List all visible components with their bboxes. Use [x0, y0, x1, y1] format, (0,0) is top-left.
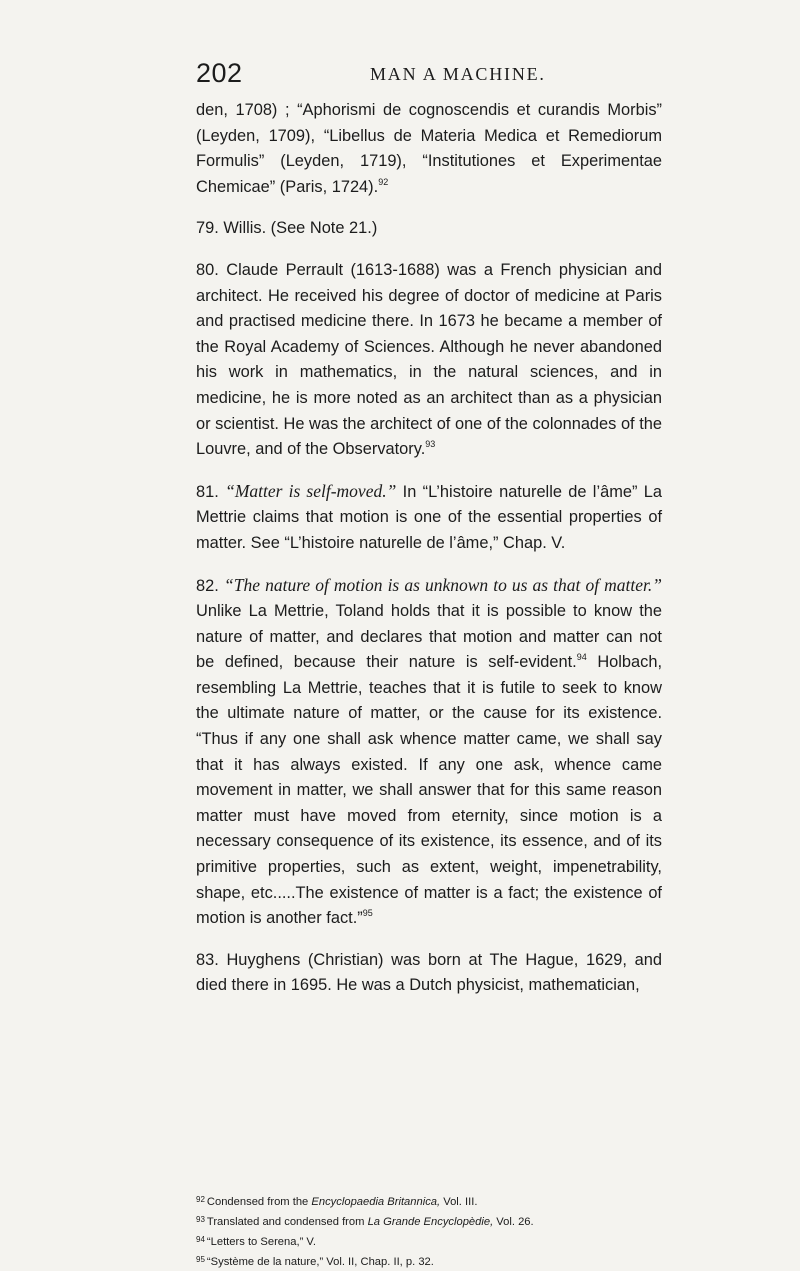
- note-79: [196, 216, 662, 242]
- paragraph-text: 80. Claude Perrault (1613-1688) was a French physician and architect. He received his degree of doctor of medicine at Paris and practised medicine there. In 1673 he became a member of the Royal Academy of Sciences. Although he never abandoned his work in mathematics, in the natural sciences, and in medicine, he is more noted as an architect than as a physician or scientist. He was the architect of one of the colonnades of the Louvre, and of the Observatory.: [196, 260, 662, 459]
- paragraph-text: 79. Willis. (See Note 21.): [196, 219, 378, 238]
- paragraph-text: den, 1708) ; “Aphorismi de cognoscendis et curandis Morbis” (Leyden, 1709), “Libellus de Materia Medica et Remediorum Formulis” (Leyden, 1719), “Institutiones et Experimentae Chemicae” (Paris, 1724).: [196, 101, 662, 196]
- running-head: MAN A MACHINE.: [370, 64, 546, 84]
- footnote-number: 94: [196, 1235, 205, 1244]
- note-number: 81.: [196, 482, 219, 501]
- footnote-title: La Grande Encyclopèdie,: [367, 1216, 494, 1228]
- body-text: [196, 98, 662, 1015]
- note-80: [196, 258, 662, 463]
- paragraph-text: 83. Huyghens (Christian) was born at The Hague, 1629, and died there in 1695. He was a Dutch physicist, mathematician,: [196, 950, 662, 995]
- footnote-95: [196, 1251, 662, 1271]
- note-78-continuation: [196, 98, 662, 200]
- footnote-ref: 95: [362, 908, 373, 919]
- note-83: [196, 948, 662, 999]
- footnote-94: [196, 1231, 662, 1251]
- footnote-93: [196, 1211, 662, 1231]
- paragraph-text: In “L’histoire naturelle de l’âme” La Mettrie claims that motion is one of the essential properties of matter. See “L’histoire naturelle de l’âme,” Chap. V.: [196, 482, 662, 552]
- footnote-ref: 94: [576, 652, 587, 663]
- footnote-ref: 92: [378, 176, 389, 187]
- footnote-number: 93: [196, 1215, 205, 1224]
- footnote-text: Vol. III.: [440, 1196, 478, 1208]
- note-number: 82.: [196, 576, 219, 595]
- footnote-number: 95: [196, 1255, 205, 1264]
- footnote-title: Encyclopaedia Britannica,: [311, 1196, 441, 1208]
- footnote-ref: 93: [425, 439, 436, 450]
- footnote-text: Translated and condensed from: [206, 1216, 368, 1228]
- footnote-text: Condensed from the: [206, 1196, 312, 1208]
- note-title: “The nature of motion is as unknown to us as that of matter.”: [224, 574, 662, 595]
- note-82: [196, 573, 662, 932]
- footnote-text: Vol. 26.: [493, 1216, 534, 1228]
- note-81: [196, 479, 662, 557]
- footnotes: [196, 1191, 662, 1271]
- note-title: “Matter is self-moved.”: [225, 480, 397, 501]
- footnote-92: [196, 1191, 662, 1211]
- page-header: [196, 58, 656, 92]
- footnote-text: “Letters to Serena,” V.: [206, 1236, 316, 1248]
- footnote-number: 92: [196, 1195, 205, 1204]
- footnote-text: “Système de la nature,” Vol. II, Chap. II, p. 32.: [206, 1256, 434, 1268]
- paragraph-text: Holbach, resembling La Mettrie, teaches that it is futile to seek to know the ultimate nature of matter, or the cause for its existence. “Thus if any one shall ask whence matter came, we shall say that it has always existed. If any one ask, whence came movement in matter, we shall answer that for this same reason matter must have moved from eternity, since motion is a necessary consequence of its existence, its essence, and of its primitive properties, such as extent, weight, impenetrability, shape, etc.....The existence of matter is a fact; the existence of motion is another fact.”: [196, 653, 663, 928]
- paragraph-text: Unlike La Mettrie, Toland holds that it is possible to know the nature of matter, and declares that motion and matter can not be defined, because their nature is self-evident.: [196, 602, 662, 672]
- page-number: 202: [196, 58, 243, 88]
